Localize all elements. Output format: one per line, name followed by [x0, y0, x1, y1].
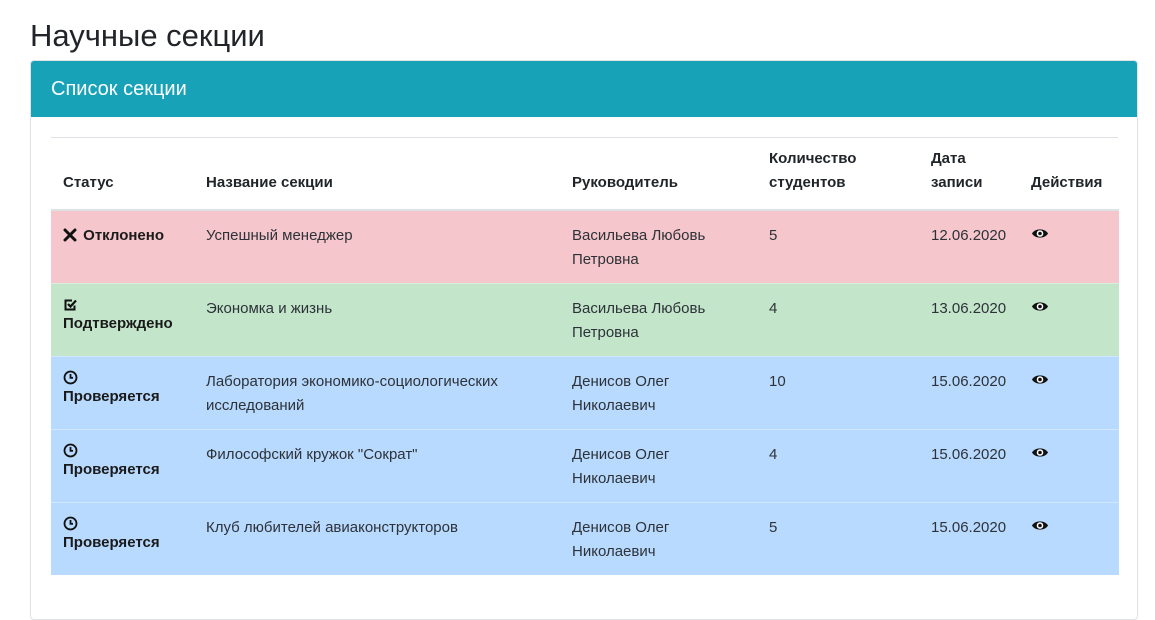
header-name: Название секции	[194, 138, 560, 210]
student-count: 4	[757, 429, 919, 502]
table-row	[51, 283, 1119, 356]
section-name: Клуб любителей авиаконструкторов	[194, 502, 560, 575]
status-label: Отклонено	[83, 227, 164, 244]
header-count-line2: студентов	[769, 174, 846, 191]
actions-cell	[1019, 502, 1119, 575]
eye-icon[interactable]	[1031, 298, 1049, 313]
sections-card	[30, 60, 1138, 620]
section-leader	[560, 210, 757, 283]
eye-icon[interactable]	[1031, 225, 1049, 240]
header-date-line1: Дата	[931, 150, 966, 167]
status-cell	[51, 283, 194, 356]
sections-table	[51, 138, 1119, 575]
leader-line2: Николаевич	[572, 469, 656, 487]
header-date-line2: записи	[931, 174, 983, 191]
times-icon	[63, 228, 77, 242]
page-title: Научные секции	[30, 18, 265, 53]
header-count	[757, 138, 919, 210]
leader-line1: Денисов Олег	[572, 372, 670, 390]
table-row	[51, 356, 1119, 429]
header-status: Статус	[51, 138, 194, 210]
card-body	[31, 117, 1137, 575]
actions-cell	[1019, 356, 1119, 429]
eye-icon[interactable]	[1031, 444, 1049, 459]
header-actions: Действия	[1019, 138, 1119, 210]
leader-line1: Денисов Олег	[572, 518, 670, 536]
status-cell	[51, 429, 194, 502]
section-leader	[560, 356, 757, 429]
section-leader	[560, 429, 757, 502]
leader-line2: Петровна	[572, 251, 639, 268]
header-leader: Руководитель	[560, 138, 757, 210]
status-cell	[51, 356, 194, 429]
eye-icon[interactable]	[1031, 371, 1049, 386]
table-header-row	[51, 138, 1119, 210]
section-leader	[560, 283, 757, 356]
card-header: Список секции	[31, 61, 1137, 117]
table-row	[51, 502, 1119, 575]
student-count: 10	[757, 356, 919, 429]
table-row	[51, 429, 1119, 502]
record-date: 12.06.2020	[919, 210, 1019, 283]
status-label: Проверяется	[63, 387, 160, 405]
leader-line2: Николаевич	[572, 542, 656, 560]
student-count: 4	[757, 283, 919, 356]
record-date: 15.06.2020	[919, 502, 1019, 575]
section-name: Экономка и жизнь	[194, 283, 560, 356]
header-date	[919, 138, 1019, 210]
clock-icon	[63, 516, 192, 531]
actions-cell	[1019, 210, 1119, 283]
actions-cell	[1019, 283, 1119, 356]
section-leader	[560, 502, 757, 575]
clock-icon	[63, 443, 192, 458]
check-square-icon	[63, 297, 192, 312]
status-label: Проверяется	[63, 533, 160, 551]
status-label: Подтверждено	[63, 314, 173, 332]
leader-line1: Денисов Олег	[572, 445, 670, 463]
actions-cell	[1019, 429, 1119, 502]
header-count-line1: Количество	[769, 150, 857, 167]
section-name: Лаборатория экономико-социологических исследований	[194, 356, 560, 429]
status-label: Проверяется	[63, 460, 160, 478]
leader-line2: Петровна	[572, 323, 639, 341]
section-name: Философский кружок "Сократ"	[194, 429, 560, 502]
eye-icon[interactable]	[1031, 517, 1049, 532]
status-cell	[51, 210, 194, 283]
student-count: 5	[757, 502, 919, 575]
record-date: 15.06.2020	[919, 356, 1019, 429]
record-date: 15.06.2020	[919, 429, 1019, 502]
student-count: 5	[757, 210, 919, 283]
record-date: 13.06.2020	[919, 283, 1019, 356]
section-name: Успешный менеджер	[194, 210, 560, 283]
status-cell	[51, 502, 194, 575]
clock-icon	[63, 370, 192, 385]
leader-line2: Николаевич	[572, 396, 656, 414]
leader-line1: Васильева Любовь	[572, 299, 706, 317]
leader-line1: Васильева Любовь	[572, 227, 706, 244]
table-row	[51, 210, 1119, 283]
